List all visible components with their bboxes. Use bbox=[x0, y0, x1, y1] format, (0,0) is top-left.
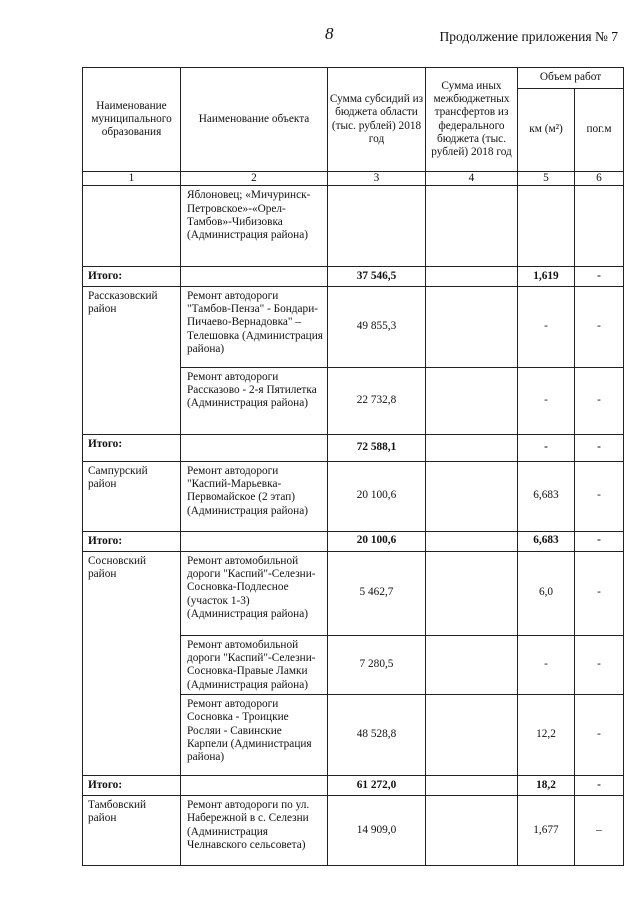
object-name: Ремонт автодороги Сосновка - Троицкие Росляи - Савинские Карпели (Администрация района) bbox=[181, 694, 328, 775]
municipality-name: Сампурский район bbox=[83, 461, 181, 531]
header-transfers: Сумма иных межбюджетных трансфертов из федерального бюджета (тыс. рублей) 2018 год bbox=[426, 68, 518, 172]
object-name: Ремонт автодороги "Каспий-Марьевка-Первомайское (2 этап) (Администрация района) bbox=[181, 461, 328, 531]
subsidies-table bbox=[82, 67, 624, 866]
municipality-name: Рассказовский район bbox=[83, 286, 181, 434]
header-km: км (м²) bbox=[518, 89, 575, 172]
subsidy-value: 5 462,7 bbox=[328, 551, 426, 635]
subtotal-label: Итого: bbox=[83, 267, 181, 286]
subtotal-sum: 72 588,1 bbox=[328, 434, 426, 461]
subtotal-label: Итого: bbox=[83, 531, 181, 551]
subsidy-value: 7 280,5 bbox=[328, 635, 426, 694]
subtotal-sum: 37 546,5 bbox=[328, 267, 426, 286]
col-number: 1 bbox=[83, 172, 181, 186]
subtotal-pogm: - bbox=[575, 531, 624, 551]
subsidy-value: 49 855,3 bbox=[328, 286, 426, 367]
km-value: 12,2 bbox=[518, 694, 575, 775]
object-name: Ремонт автомобильной дороги "Каспий"-Селезни-Сосновка-Правые Ламки (Администрация района) bbox=[181, 635, 328, 694]
pogm-value: - bbox=[575, 286, 624, 367]
subtotal-km: 6,683 bbox=[518, 531, 575, 551]
pogm-value: - bbox=[575, 694, 624, 775]
km-value: - bbox=[518, 367, 575, 434]
object-name: Яблоновец; «Мичуринск-Петровское»-«Орел-Тамбов»-Чибизовка (Администрация района) bbox=[181, 186, 328, 267]
object-name: Ремонт автомобильной дороги "Каспий"-Селезни-Сосновка-Подлесное (участок 1-3) (Администрация района) bbox=[181, 551, 328, 635]
subsidy-value: 20 100,6 bbox=[328, 461, 426, 531]
pogm-value: - bbox=[575, 461, 624, 531]
pogm-value: - bbox=[575, 551, 624, 635]
subtotal-pogm: - bbox=[575, 434, 624, 461]
subtotal-label: Итого: bbox=[83, 775, 181, 795]
subtotal-pogm: - bbox=[575, 267, 624, 286]
pogm-value: - bbox=[575, 635, 624, 694]
header-pogm: пог.м bbox=[575, 89, 624, 172]
table-row bbox=[83, 795, 624, 865]
subtotal-sum: 61 272,0 bbox=[328, 775, 426, 795]
subtotal-row bbox=[83, 434, 624, 461]
km-value: 1,677 bbox=[518, 795, 575, 865]
subsidy-value: 48 528,8 bbox=[328, 694, 426, 775]
object-name: Ремонт автодороги по ул. Набережной в с. Селезни (Администрация Челнавского сельсовета) bbox=[181, 795, 328, 865]
object-name: Ремонт автодороги "Тамбов-Пенза" - Бондари-Пичаево-Вернадовка" – Телешовка (Администрация района) bbox=[181, 286, 328, 367]
appendix-continuation-note: Продолжение приложения № 7 bbox=[439, 29, 618, 44]
subtotal-km: - bbox=[518, 434, 575, 461]
header-volume: Объем работ bbox=[518, 68, 624, 89]
subsidy-value: 22 732,8 bbox=[328, 367, 426, 434]
col-number: 6 bbox=[575, 172, 624, 186]
subtotal-row bbox=[83, 267, 624, 286]
pogm-value: - bbox=[575, 367, 624, 434]
subtotal-km: 18,2 bbox=[518, 775, 575, 795]
col-number: 5 bbox=[518, 172, 575, 186]
municipality-name: Сосновский район bbox=[83, 551, 181, 775]
municipality-name: Тамбовский район bbox=[83, 795, 181, 865]
col-number: 2 bbox=[181, 172, 328, 186]
table-row bbox=[83, 286, 624, 367]
subtotal-label: Итого: bbox=[83, 434, 181, 461]
table-row bbox=[83, 551, 624, 635]
object-name: Ремонт автодороги Рассказово - 2-я Пятилетка (Администрация района) bbox=[181, 367, 328, 434]
header-municipality: Наименование муниципального образования bbox=[83, 68, 181, 172]
subtotal-row bbox=[83, 775, 624, 795]
subtotal-pogm: - bbox=[575, 775, 624, 795]
header-object: Наименование объекта bbox=[181, 68, 328, 172]
col-number: 4 bbox=[426, 172, 518, 186]
pogm-value: – bbox=[575, 795, 624, 865]
km-value: 6,0 bbox=[518, 551, 575, 635]
table-row bbox=[83, 186, 624, 267]
subtotal-sum: 20 100,6 bbox=[328, 531, 426, 551]
km-value: - bbox=[518, 286, 575, 367]
column-numbers-row bbox=[83, 172, 624, 186]
subsidy-value: 14 909,0 bbox=[328, 795, 426, 865]
km-value: 6,683 bbox=[518, 461, 575, 531]
subtotal-km: 1,619 bbox=[518, 267, 575, 286]
subtotal-row bbox=[83, 531, 624, 551]
col-number: 3 bbox=[328, 172, 426, 186]
page-number: 8 bbox=[325, 24, 334, 43]
table-row bbox=[83, 461, 624, 531]
header-subsidies: Сумма субсидий из бюджета области (тыс. рублей) 2018 год bbox=[328, 68, 426, 172]
km-value: - bbox=[518, 635, 575, 694]
